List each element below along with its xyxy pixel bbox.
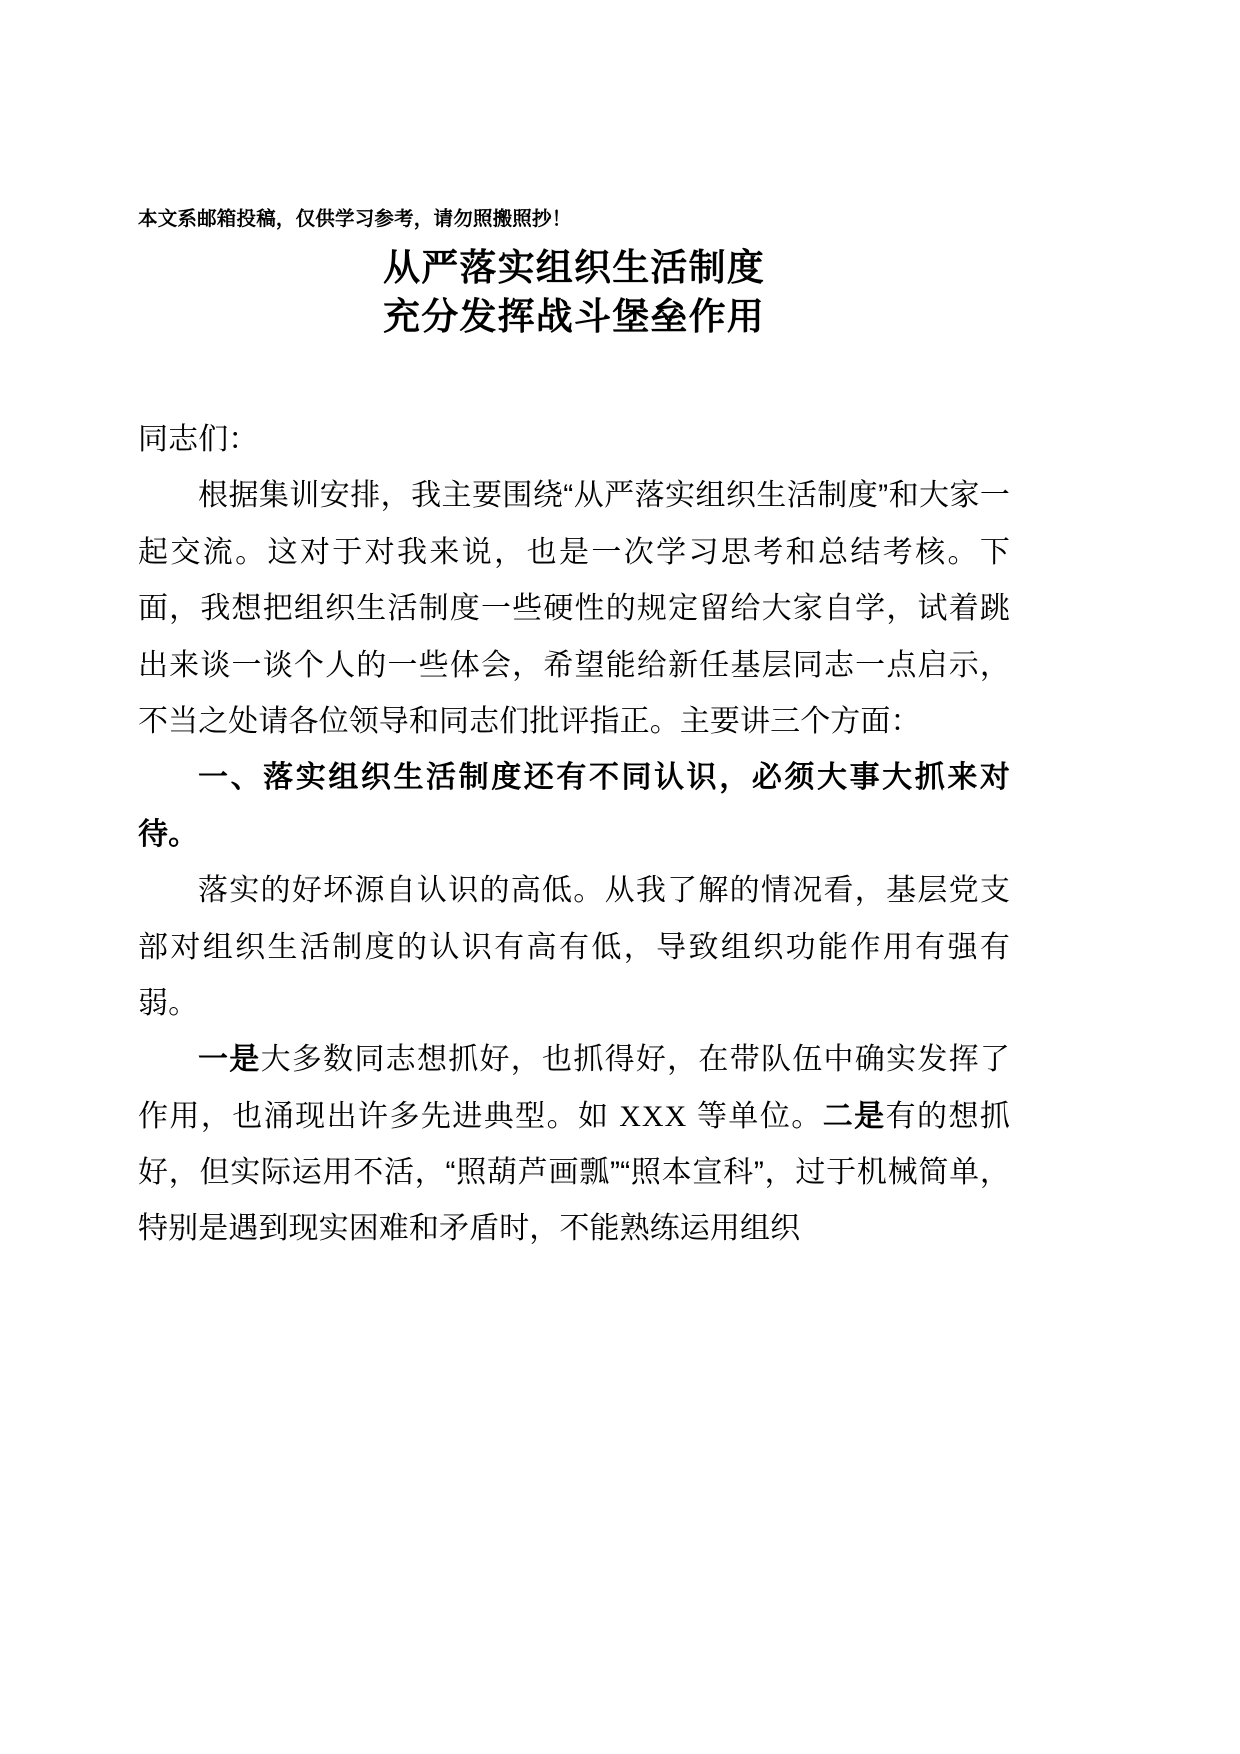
bold-marker-first: 一是 xyxy=(198,1043,261,1077)
section-heading-one: 一、落实组织生活制度还有不同认识，必须大事大抓来对待。 xyxy=(138,761,1010,851)
title-line-1: 从严落实组织生活制度 xyxy=(383,247,765,288)
example-text-first: 大多数同志想抓好，也抓得好，在带队伍中确实发挥了作用，也涌现出许多先进典型。如 xyxy=(138,1043,1011,1133)
document-body xyxy=(138,412,1010,1258)
document-title xyxy=(138,243,1010,341)
bold-marker-second: 二是 xyxy=(822,1099,886,1133)
example-text-second: 等单位。 xyxy=(687,1099,823,1133)
paragraph-examples xyxy=(138,1032,1010,1258)
paragraph-awareness: 落实的好坏源自认识的高低。从我了解的情况看，基层党支部对组织生活制度的认识有高有低，导致组织功能作用有强有弱。 xyxy=(138,874,1010,1020)
salutation: 同志们： xyxy=(138,423,259,456)
example-text-third: 有的想抓好，但实际运用不活，“照葫芦画瓢”“照本宣科”，过于机械简单，特别是遇到现实困难和矛盾时，不能熟练运用组织 xyxy=(138,1099,1011,1246)
paragraph-intro: 根据集训安排，我主要围绕“从严落实组织生活制度”和大家一起交流。这对于对我来说，也是一次学习思考和总结考核。下面，我想把组织生活制度一些硬性的规定留给大家自学，试着跳出来谈一谈个人的一些体会，希望能给新任基层同志一点启示，不当之处请各位领导和同志们批评指正。主要讲三个方面： xyxy=(138,479,1010,738)
title-line-2: 充分发挥战斗堡垒作用 xyxy=(383,296,765,338)
disclaimer-notice: 本文系邮箱投稿，仅供学习参考，请勿照搬照抄！ xyxy=(138,208,572,230)
unit-placeholder: XXX xyxy=(619,1099,688,1133)
